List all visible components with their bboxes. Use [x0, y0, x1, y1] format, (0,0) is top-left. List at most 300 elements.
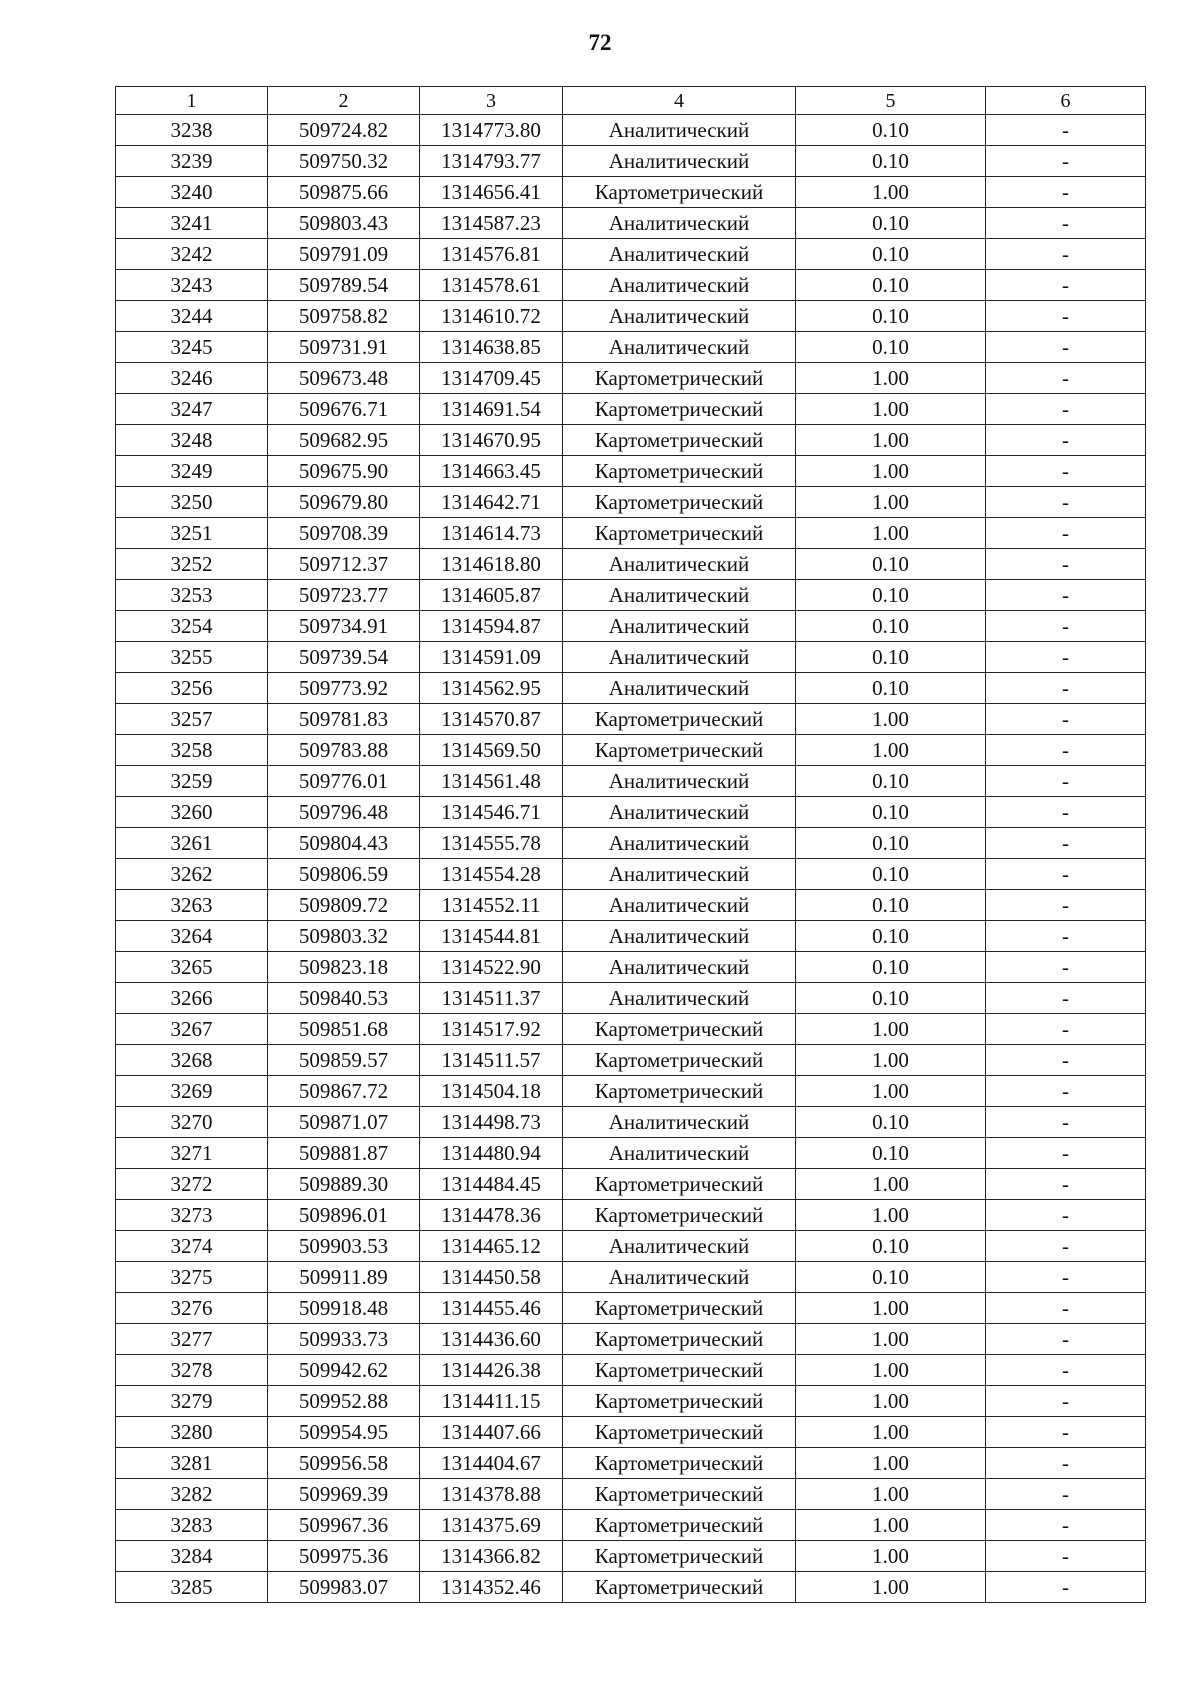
x-coordinate-cell: 509739.54 — [268, 642, 420, 673]
y-coordinate-cell: 1314522.90 — [420, 952, 563, 983]
x-coordinate-cell: 509734.91 — [268, 611, 420, 642]
method-cell: Картометрический — [563, 1541, 796, 1572]
point-number-cell: 3258 — [116, 735, 268, 766]
note-cell: - — [986, 1510, 1146, 1541]
y-coordinate-cell: 1314614.73 — [420, 518, 563, 549]
table-row — [116, 1262, 1146, 1293]
method-cell: Картометрический — [563, 1479, 796, 1510]
x-coordinate-cell: 509903.53 — [268, 1231, 420, 1262]
method-cell: Картометрический — [563, 1076, 796, 1107]
x-coordinate-cell: 509676.71 — [268, 394, 420, 425]
y-coordinate-cell: 1314561.48 — [420, 766, 563, 797]
x-coordinate-cell: 509952.88 — [268, 1386, 420, 1417]
point-number-cell: 3238 — [116, 115, 268, 146]
table-row — [116, 580, 1146, 611]
y-coordinate-cell: 1314450.58 — [420, 1262, 563, 1293]
point-number-cell: 3244 — [116, 301, 268, 332]
y-coordinate-cell: 1314478.36 — [420, 1200, 563, 1231]
accuracy-cell: 1.00 — [796, 363, 986, 394]
x-coordinate-cell: 509956.58 — [268, 1448, 420, 1479]
x-coordinate-cell: 509840.53 — [268, 983, 420, 1014]
table-row — [116, 828, 1146, 859]
y-coordinate-cell: 1314562.95 — [420, 673, 563, 704]
x-coordinate-cell: 509758.82 — [268, 301, 420, 332]
note-cell: - — [986, 146, 1146, 177]
point-number-cell: 3257 — [116, 704, 268, 735]
accuracy-cell: 1.00 — [796, 1169, 986, 1200]
table-row — [116, 890, 1146, 921]
point-number-cell: 3275 — [116, 1262, 268, 1293]
method-cell: Аналитический — [563, 766, 796, 797]
accuracy-cell: 0.10 — [796, 611, 986, 642]
x-coordinate-cell: 509724.82 — [268, 115, 420, 146]
point-number-cell: 3243 — [116, 270, 268, 301]
table-row — [116, 425, 1146, 456]
accuracy-cell: 0.10 — [796, 673, 986, 704]
point-number-cell: 3277 — [116, 1324, 268, 1355]
y-coordinate-cell: 1314793.77 — [420, 146, 563, 177]
point-number-cell: 3266 — [116, 983, 268, 1014]
note-cell: - — [986, 1262, 1146, 1293]
y-coordinate-cell: 1314517.92 — [420, 1014, 563, 1045]
accuracy-cell: 0.10 — [796, 208, 986, 239]
y-coordinate-cell: 1314404.67 — [420, 1448, 563, 1479]
note-cell: - — [986, 549, 1146, 580]
x-coordinate-cell: 509682.95 — [268, 425, 420, 456]
point-number-cell: 3264 — [116, 921, 268, 952]
table-row — [116, 1417, 1146, 1448]
method-cell: Аналитический — [563, 952, 796, 983]
table-row — [116, 1107, 1146, 1138]
y-coordinate-cell: 1314656.41 — [420, 177, 563, 208]
y-coordinate-cell: 1314511.37 — [420, 983, 563, 1014]
point-number-cell: 3249 — [116, 456, 268, 487]
accuracy-cell: 0.10 — [796, 952, 986, 983]
method-cell: Аналитический — [563, 921, 796, 952]
method-cell: Картометрический — [563, 456, 796, 487]
x-coordinate-cell: 509731.91 — [268, 332, 420, 363]
point-number-cell: 3271 — [116, 1138, 268, 1169]
method-cell: Картометрический — [563, 1324, 796, 1355]
point-number-cell: 3283 — [116, 1510, 268, 1541]
method-cell: Аналитический — [563, 208, 796, 239]
x-coordinate-cell: 509791.09 — [268, 239, 420, 270]
accuracy-cell: 0.10 — [796, 146, 986, 177]
point-number-cell: 3270 — [116, 1107, 268, 1138]
note-cell: - — [986, 208, 1146, 239]
accuracy-cell: 0.10 — [796, 301, 986, 332]
method-cell: Картометрический — [563, 1014, 796, 1045]
method-cell: Картометрический — [563, 394, 796, 425]
x-coordinate-cell: 509750.32 — [268, 146, 420, 177]
table-row — [116, 1541, 1146, 1572]
point-number-cell: 3276 — [116, 1293, 268, 1324]
note-cell: - — [986, 1138, 1146, 1169]
note-cell: - — [986, 983, 1146, 1014]
table-row — [116, 797, 1146, 828]
point-number-cell: 3247 — [116, 394, 268, 425]
method-cell: Аналитический — [563, 828, 796, 859]
note-cell: - — [986, 1231, 1146, 1262]
x-coordinate-cell: 509803.32 — [268, 921, 420, 952]
note-cell: - — [986, 1014, 1146, 1045]
table-row — [116, 1510, 1146, 1541]
accuracy-cell: 1.00 — [796, 1479, 986, 1510]
note-cell: - — [986, 580, 1146, 611]
point-number-cell: 3240 — [116, 177, 268, 208]
point-number-cell: 3285 — [116, 1572, 268, 1603]
accuracy-cell: 1.00 — [796, 1572, 986, 1603]
note-cell: - — [986, 890, 1146, 921]
accuracy-cell: 1.00 — [796, 1541, 986, 1572]
x-coordinate-cell: 509942.62 — [268, 1355, 420, 1386]
y-coordinate-cell: 1314570.87 — [420, 704, 563, 735]
accuracy-cell: 0.10 — [796, 983, 986, 1014]
table-row — [116, 1293, 1146, 1324]
method-cell: Картометрический — [563, 1200, 796, 1231]
point-number-cell: 3241 — [116, 208, 268, 239]
method-cell: Аналитический — [563, 1107, 796, 1138]
x-coordinate-cell: 509859.57 — [268, 1045, 420, 1076]
accuracy-cell: 1.00 — [796, 704, 986, 735]
table-row — [116, 146, 1146, 177]
accuracy-cell: 0.10 — [796, 828, 986, 859]
accuracy-cell: 0.10 — [796, 239, 986, 270]
x-coordinate-cell: 509673.48 — [268, 363, 420, 394]
accuracy-cell: 0.10 — [796, 890, 986, 921]
method-cell: Аналитический — [563, 797, 796, 828]
y-coordinate-cell: 1314555.78 — [420, 828, 563, 859]
x-coordinate-cell: 509889.30 — [268, 1169, 420, 1200]
x-coordinate-cell: 509867.72 — [268, 1076, 420, 1107]
note-cell: - — [986, 642, 1146, 673]
y-coordinate-cell: 1314407.66 — [420, 1417, 563, 1448]
column-header-6: 6 — [986, 87, 1146, 115]
column-header-4: 4 — [563, 87, 796, 115]
x-coordinate-cell: 509954.95 — [268, 1417, 420, 1448]
y-coordinate-cell: 1314691.54 — [420, 394, 563, 425]
point-number-cell: 3280 — [116, 1417, 268, 1448]
table-row — [116, 735, 1146, 766]
table-row — [116, 611, 1146, 642]
y-coordinate-cell: 1314576.81 — [420, 239, 563, 270]
method-cell: Картометрический — [563, 1355, 796, 1386]
note-cell: - — [986, 673, 1146, 704]
point-number-cell: 3281 — [116, 1448, 268, 1479]
point-number-cell: 3242 — [116, 239, 268, 270]
x-coordinate-cell: 509933.73 — [268, 1324, 420, 1355]
y-coordinate-cell: 1314378.88 — [420, 1479, 563, 1510]
note-cell: - — [986, 735, 1146, 766]
point-number-cell: 3251 — [116, 518, 268, 549]
column-header-3: 3 — [420, 87, 563, 115]
point-number-cell: 3254 — [116, 611, 268, 642]
table-row — [116, 208, 1146, 239]
x-coordinate-cell: 509975.36 — [268, 1541, 420, 1572]
point-number-cell: 3248 — [116, 425, 268, 456]
point-number-cell: 3278 — [116, 1355, 268, 1386]
x-coordinate-cell: 509983.07 — [268, 1572, 420, 1603]
table-row — [116, 766, 1146, 797]
point-number-cell: 3273 — [116, 1200, 268, 1231]
method-cell: Аналитический — [563, 1231, 796, 1262]
y-coordinate-cell: 1314498.73 — [420, 1107, 563, 1138]
x-coordinate-cell: 509783.88 — [268, 735, 420, 766]
point-number-cell: 3269 — [116, 1076, 268, 1107]
point-number-cell: 3272 — [116, 1169, 268, 1200]
point-number-cell: 3252 — [116, 549, 268, 580]
y-coordinate-cell: 1314426.38 — [420, 1355, 563, 1386]
header-row — [116, 87, 1146, 115]
note-cell: - — [986, 1200, 1146, 1231]
column-header-1: 1 — [116, 87, 268, 115]
x-coordinate-cell: 509806.59 — [268, 859, 420, 890]
table-row — [116, 1014, 1146, 1045]
point-number-cell: 3261 — [116, 828, 268, 859]
accuracy-cell: 1.00 — [796, 1200, 986, 1231]
note-cell: - — [986, 1293, 1146, 1324]
note-cell: - — [986, 1169, 1146, 1200]
note-cell: - — [986, 425, 1146, 456]
method-cell: Картометрический — [563, 1510, 796, 1541]
point-number-cell: 3279 — [116, 1386, 268, 1417]
method-cell: Аналитический — [563, 115, 796, 146]
x-coordinate-cell: 509809.72 — [268, 890, 420, 921]
method-cell: Аналитический — [563, 549, 796, 580]
table-row — [116, 1572, 1146, 1603]
y-coordinate-cell: 1314663.45 — [420, 456, 563, 487]
y-coordinate-cell: 1314480.94 — [420, 1138, 563, 1169]
x-coordinate-cell: 509896.01 — [268, 1200, 420, 1231]
note-cell: - — [986, 797, 1146, 828]
table-header — [116, 87, 1146, 115]
x-coordinate-cell: 509969.39 — [268, 1479, 420, 1510]
method-cell: Аналитический — [563, 1262, 796, 1293]
y-coordinate-cell: 1314366.82 — [420, 1541, 563, 1572]
accuracy-cell: 0.10 — [796, 859, 986, 890]
note-cell: - — [986, 766, 1146, 797]
table-row — [116, 270, 1146, 301]
y-coordinate-cell: 1314411.15 — [420, 1386, 563, 1417]
method-cell: Аналитический — [563, 890, 796, 921]
accuracy-cell: 0.10 — [796, 549, 986, 580]
point-number-cell: 3282 — [116, 1479, 268, 1510]
table-row — [116, 332, 1146, 363]
page-number: 72 — [588, 30, 612, 55]
y-coordinate-cell: 1314642.71 — [420, 487, 563, 518]
y-coordinate-cell: 1314465.12 — [420, 1231, 563, 1262]
y-coordinate-cell: 1314484.45 — [420, 1169, 563, 1200]
method-cell: Картометрический — [563, 735, 796, 766]
y-coordinate-cell: 1314552.11 — [420, 890, 563, 921]
x-coordinate-cell: 509875.66 — [268, 177, 420, 208]
method-cell: Картометрический — [563, 487, 796, 518]
x-coordinate-cell: 509708.39 — [268, 518, 420, 549]
point-number-cell: 3253 — [116, 580, 268, 611]
method-cell: Картометрический — [563, 1572, 796, 1603]
y-coordinate-cell: 1314709.45 — [420, 363, 563, 394]
y-coordinate-cell: 1314546.71 — [420, 797, 563, 828]
accuracy-cell: 0.10 — [796, 797, 986, 828]
note-cell: - — [986, 363, 1146, 394]
note-cell: - — [986, 1479, 1146, 1510]
x-coordinate-cell: 509823.18 — [268, 952, 420, 983]
table-row — [116, 518, 1146, 549]
column-header-5: 5 — [796, 87, 986, 115]
column-header-2: 2 — [268, 87, 420, 115]
accuracy-cell: 0.10 — [796, 1107, 986, 1138]
y-coordinate-cell: 1314638.85 — [420, 332, 563, 363]
x-coordinate-cell: 509881.87 — [268, 1138, 420, 1169]
y-coordinate-cell: 1314352.46 — [420, 1572, 563, 1603]
point-number-cell: 3256 — [116, 673, 268, 704]
x-coordinate-cell: 509803.43 — [268, 208, 420, 239]
accuracy-cell: 1.00 — [796, 1510, 986, 1541]
note-cell: - — [986, 115, 1146, 146]
table-row — [116, 704, 1146, 735]
x-coordinate-cell: 509796.48 — [268, 797, 420, 828]
method-cell: Картометрический — [563, 1448, 796, 1479]
x-coordinate-cell: 509851.68 — [268, 1014, 420, 1045]
accuracy-cell: 0.10 — [796, 270, 986, 301]
method-cell: Картометрический — [563, 425, 796, 456]
point-number-cell: 3265 — [116, 952, 268, 983]
table-row — [116, 456, 1146, 487]
note-cell: - — [986, 1107, 1146, 1138]
accuracy-cell: 0.10 — [796, 1138, 986, 1169]
table-row — [116, 177, 1146, 208]
accuracy-cell: 0.10 — [796, 642, 986, 673]
point-number-cell: 3262 — [116, 859, 268, 890]
x-coordinate-cell: 509871.07 — [268, 1107, 420, 1138]
y-coordinate-cell: 1314455.46 — [420, 1293, 563, 1324]
accuracy-cell: 0.10 — [796, 1231, 986, 1262]
note-cell: - — [986, 177, 1146, 208]
table-row — [116, 642, 1146, 673]
y-coordinate-cell: 1314511.57 — [420, 1045, 563, 1076]
point-number-cell: 3267 — [116, 1014, 268, 1045]
method-cell: Аналитический — [563, 239, 796, 270]
accuracy-cell: 1.00 — [796, 1386, 986, 1417]
x-coordinate-cell: 509712.37 — [268, 549, 420, 580]
point-number-cell: 3274 — [116, 1231, 268, 1262]
note-cell: - — [986, 518, 1146, 549]
accuracy-cell: 1.00 — [796, 425, 986, 456]
accuracy-cell: 1.00 — [796, 1324, 986, 1355]
table-row — [116, 1076, 1146, 1107]
accuracy-cell: 1.00 — [796, 1293, 986, 1324]
point-number-cell: 3246 — [116, 363, 268, 394]
table-row — [116, 952, 1146, 983]
table-row — [116, 115, 1146, 146]
accuracy-cell: 1.00 — [796, 1045, 986, 1076]
y-coordinate-cell: 1314594.87 — [420, 611, 563, 642]
x-coordinate-cell: 509781.83 — [268, 704, 420, 735]
accuracy-cell: 1.00 — [796, 1448, 986, 1479]
accuracy-cell: 1.00 — [796, 1355, 986, 1386]
method-cell: Картометрический — [563, 704, 796, 735]
table-row — [116, 1479, 1146, 1510]
note-cell: - — [986, 859, 1146, 890]
y-coordinate-cell: 1314591.09 — [420, 642, 563, 673]
table-row — [116, 983, 1146, 1014]
y-coordinate-cell: 1314605.87 — [420, 580, 563, 611]
method-cell: Аналитический — [563, 859, 796, 890]
table-row — [116, 921, 1146, 952]
point-number-cell: 3259 — [116, 766, 268, 797]
accuracy-cell: 1.00 — [796, 177, 986, 208]
x-coordinate-cell: 509776.01 — [268, 766, 420, 797]
point-number-cell: 3239 — [116, 146, 268, 177]
accuracy-cell: 0.10 — [796, 115, 986, 146]
table-row — [116, 1231, 1146, 1262]
y-coordinate-cell: 1314504.18 — [420, 1076, 563, 1107]
x-coordinate-cell: 509675.90 — [268, 456, 420, 487]
note-cell: - — [986, 301, 1146, 332]
table-row — [116, 1386, 1146, 1417]
y-coordinate-cell: 1314554.28 — [420, 859, 563, 890]
method-cell: Аналитический — [563, 983, 796, 1014]
accuracy-cell: 1.00 — [796, 1014, 986, 1045]
x-coordinate-cell: 509918.48 — [268, 1293, 420, 1324]
y-coordinate-cell: 1314569.50 — [420, 735, 563, 766]
note-cell: - — [986, 1572, 1146, 1603]
accuracy-cell: 0.10 — [796, 580, 986, 611]
method-cell: Картометрический — [563, 1045, 796, 1076]
method-cell: Картометрический — [563, 1169, 796, 1200]
note-cell: - — [986, 952, 1146, 983]
table-row — [116, 1200, 1146, 1231]
method-cell: Аналитический — [563, 301, 796, 332]
accuracy-cell: 0.10 — [796, 1262, 986, 1293]
table-row — [116, 673, 1146, 704]
note-cell: - — [986, 239, 1146, 270]
y-coordinate-cell: 1314670.95 — [420, 425, 563, 456]
x-coordinate-cell: 509773.92 — [268, 673, 420, 704]
table-row — [116, 859, 1146, 890]
note-cell: - — [986, 828, 1146, 859]
point-number-cell: 3255 — [116, 642, 268, 673]
note-cell: - — [986, 394, 1146, 425]
y-coordinate-cell: 1314375.69 — [420, 1510, 563, 1541]
accuracy-cell: 1.00 — [796, 518, 986, 549]
point-number-cell: 3245 — [116, 332, 268, 363]
accuracy-cell: 1.00 — [796, 1076, 986, 1107]
table-row — [116, 1169, 1146, 1200]
accuracy-cell: 0.10 — [796, 921, 986, 952]
method-cell: Аналитический — [563, 642, 796, 673]
table-row — [116, 363, 1146, 394]
y-coordinate-cell: 1314544.81 — [420, 921, 563, 952]
table-row — [116, 1324, 1146, 1355]
table-row — [116, 1138, 1146, 1169]
table-row — [116, 1355, 1146, 1386]
table-row — [116, 301, 1146, 332]
note-cell: - — [986, 1355, 1146, 1386]
method-cell: Картометрический — [563, 1293, 796, 1324]
accuracy-cell: 1.00 — [796, 394, 986, 425]
accuracy-cell: 0.10 — [796, 766, 986, 797]
x-coordinate-cell: 509911.89 — [268, 1262, 420, 1293]
table-body — [116, 115, 1146, 1603]
x-coordinate-cell: 509723.77 — [268, 580, 420, 611]
note-cell: - — [986, 1448, 1146, 1479]
method-cell: Аналитический — [563, 270, 796, 301]
accuracy-cell: 0.10 — [796, 332, 986, 363]
accuracy-cell: 1.00 — [796, 735, 986, 766]
note-cell: - — [986, 456, 1146, 487]
x-coordinate-cell: 509789.54 — [268, 270, 420, 301]
